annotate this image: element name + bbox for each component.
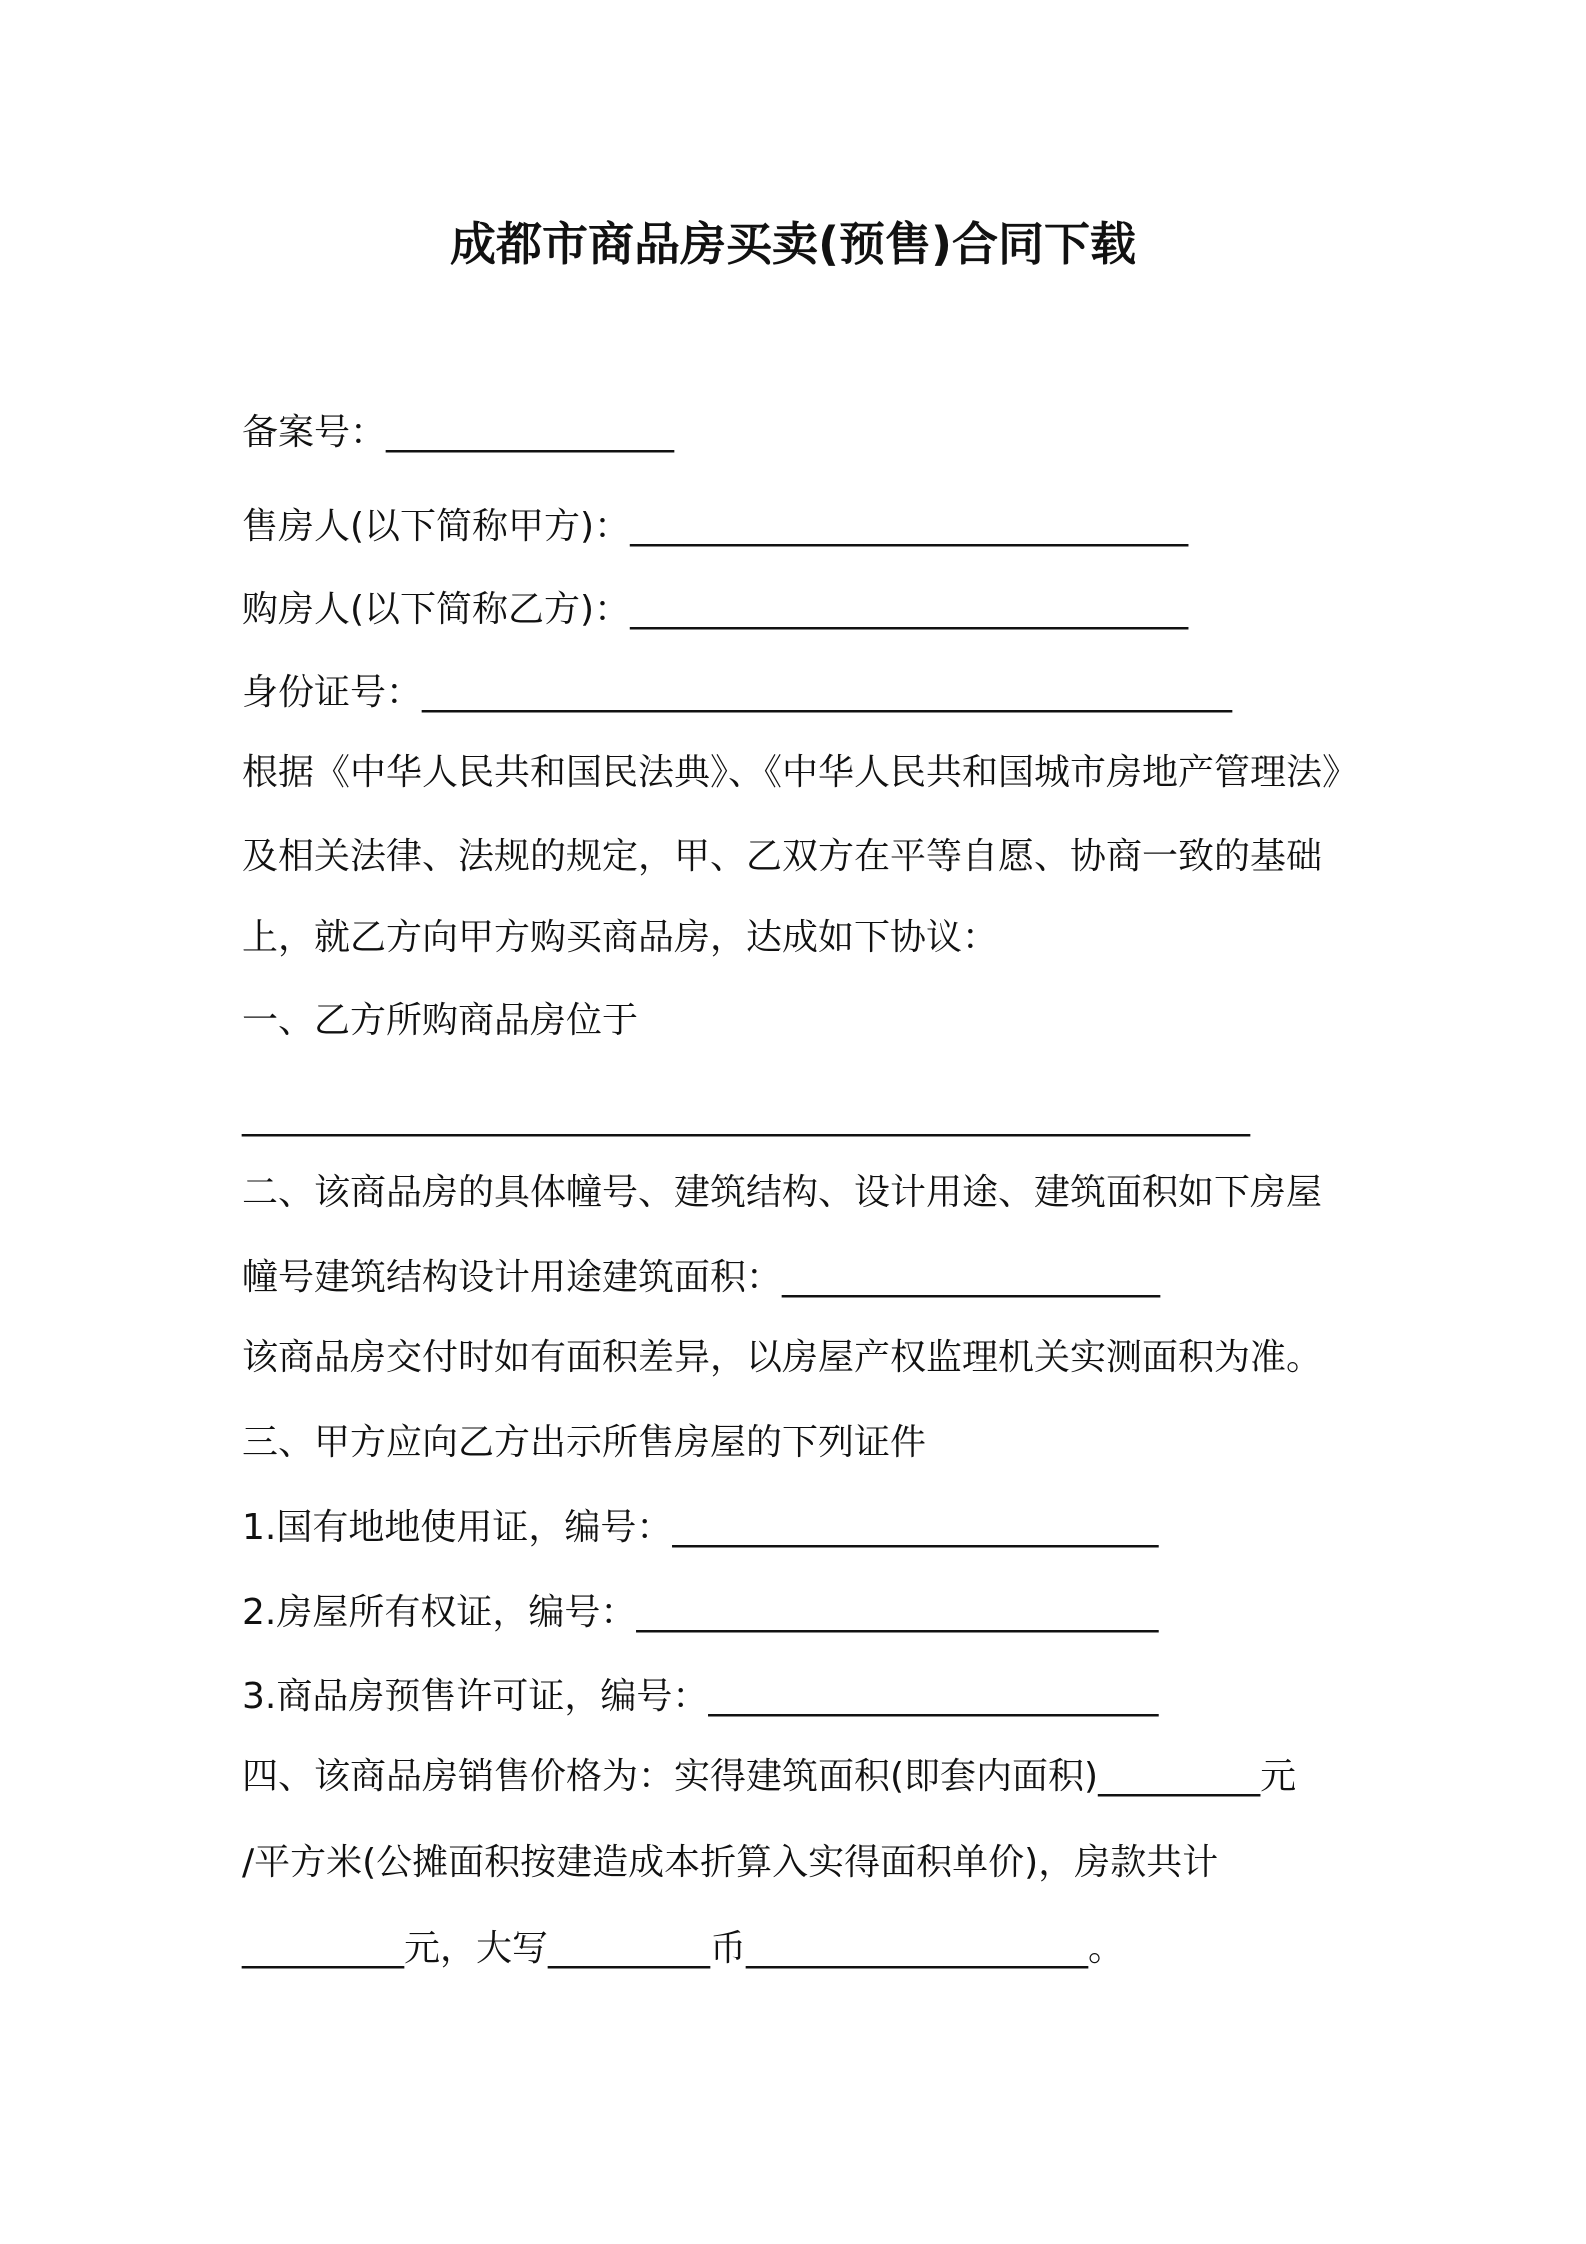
clause-2-heading: 二、该商品房的具体幢号、建筑结构、设计用途、建筑面积如下房屋 xyxy=(242,1172,1323,1213)
location-blank-line: ________________________________________________________ xyxy=(242,1096,1250,1137)
land-certificate-line: 1.国有地地使用证，编号：___________________________ xyxy=(242,1507,1159,1548)
record-number-line: 备案号：________________ xyxy=(242,412,675,453)
clause-3-heading: 三、甲方应向乙方出示所售房屋的下列证件 xyxy=(242,1422,927,1463)
buyer-line: 购房人(以下简称乙方)：_______________________________ xyxy=(242,589,1189,630)
preamble-line-1: 根据《中华人民共和国民法典》、《中华人民共和国城市房地产管理法》 xyxy=(242,752,1359,793)
clause-4-line-3: _________元，大写_________币___________________。 xyxy=(242,1928,1125,1969)
preamble-line-2: 及相关法律、法规的规定，甲、乙双方在平等自愿、协商一致的基础 xyxy=(242,836,1323,877)
id-number-line: 身份证号：_____________________________________________ xyxy=(242,672,1233,713)
presale-permit-line: 3.商品房预售许可证，编号：_________________________ xyxy=(242,1676,1159,1717)
area-difference-line: 该商品房交付时如有面积差异，以房屋产权监理机关实测面积为准。 xyxy=(242,1337,1323,1378)
clause-4-line-2: /平方米(公摊面积按建造成本折算入实得面积单价)，房款共计 xyxy=(242,1842,1219,1883)
document-title: 成都市商品房买卖(预售)合同下载 xyxy=(449,217,1137,271)
ownership-certificate-line: 2.房屋所有权证，编号：_____________________________ xyxy=(242,1592,1159,1633)
clause-1-heading: 一、乙方所购商品房位于 xyxy=(242,1000,639,1041)
clause-4-line-1: 四、该商品房销售价格为：实得建筑面积(即套内面积)_________元 xyxy=(242,1756,1297,1797)
preamble-line-3: 上，就乙方向甲方购买商品房，达成如下协议： xyxy=(242,917,999,958)
building-info-line: 幢号建筑结构设计用途建筑面积：_____________________ xyxy=(242,1257,1161,1298)
seller-line: 售房人(以下简称甲方)：_______________________________ xyxy=(242,506,1189,547)
